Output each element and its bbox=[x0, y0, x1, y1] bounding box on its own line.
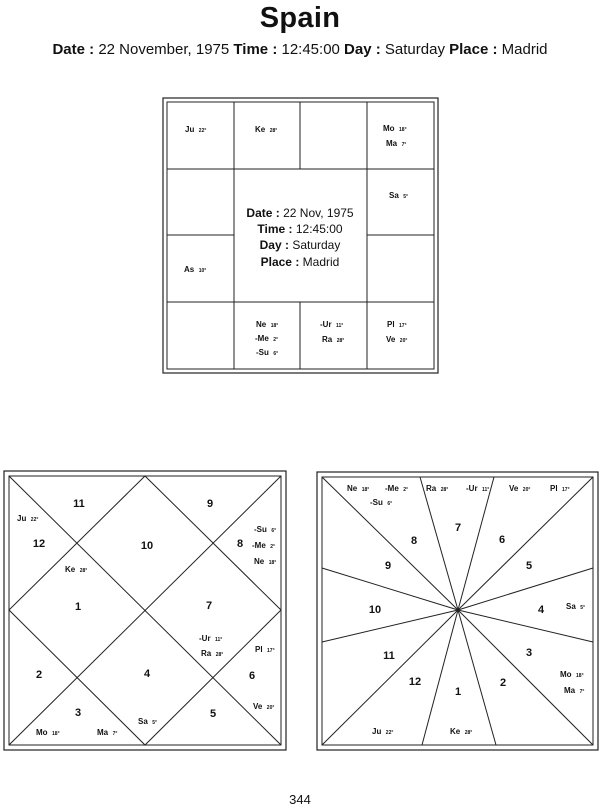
place-label: Place : bbox=[449, 41, 498, 58]
radial-house-10: 10 bbox=[368, 604, 382, 616]
south-planet-ne: Ne 18° bbox=[256, 320, 279, 329]
south-planet-sa: Sa 5° bbox=[389, 191, 409, 200]
radial-house-8: 8 bbox=[410, 535, 418, 547]
radial-planet-mo: Mo 18° bbox=[560, 670, 584, 679]
day-value: Saturday bbox=[384, 41, 445, 58]
svg-text:Time : 12:45:00: Time : 12:45:00 bbox=[257, 222, 343, 236]
radial-planet-ra: Ra 28° bbox=[426, 484, 449, 493]
radial-house-4: 4 bbox=[537, 604, 545, 616]
page-title: Spain bbox=[259, 2, 341, 34]
north-house-5: 5 bbox=[209, 708, 217, 720]
radial-planet-ne: Ne 18° bbox=[347, 484, 370, 493]
radial-house-2: 2 bbox=[499, 677, 507, 689]
place-value: Madrid bbox=[501, 41, 548, 58]
north-house-11: 11 bbox=[73, 498, 85, 510]
north-planet-ra: Ra 28° bbox=[201, 649, 224, 658]
radial-planet-ur: -Ur 11° bbox=[466, 484, 490, 493]
north-planet-mo: Mo 18° bbox=[36, 728, 60, 737]
north-house-10: 10 bbox=[140, 540, 154, 552]
time-label: Time : bbox=[233, 41, 278, 58]
south-planet-me: -Me 2° bbox=[255, 334, 279, 343]
time-value: 12:45:00 bbox=[281, 41, 340, 58]
north-house-1: 1 bbox=[74, 601, 82, 613]
south-planet-ke: Ke 28° bbox=[255, 125, 278, 134]
radial-planet-me: -Me 2° bbox=[385, 484, 409, 493]
south-planet-pl: Pl 17° bbox=[387, 320, 407, 329]
date-label: Date : bbox=[52, 41, 95, 58]
south-planet-ma: Ma 7° bbox=[386, 139, 407, 148]
south-planet-ju: Ju 22° bbox=[185, 125, 207, 134]
north-planet-ur: -Ur 11° bbox=[199, 634, 223, 643]
radial-house-11: 11 bbox=[383, 650, 395, 662]
north-planet-ne: Ne 18° bbox=[254, 557, 277, 566]
north-planet-ma: Ma 7° bbox=[97, 728, 118, 737]
north-house-3: 3 bbox=[74, 707, 82, 719]
radial-house-3: 3 bbox=[525, 647, 533, 659]
radial-house-6: 6 bbox=[498, 534, 506, 546]
svg-text:Date : 22 Nov, 1975: Date : 22 Nov, 1975 bbox=[246, 206, 354, 220]
north-house-4: 4 bbox=[143, 668, 151, 680]
north-house-12: 12 bbox=[32, 538, 46, 550]
north-planet-su: -Su 6° bbox=[254, 525, 277, 534]
radial-house-12: 12 bbox=[408, 676, 422, 688]
south-planet-ra: Ra 28° bbox=[322, 335, 345, 344]
north-planet-sa: Sa 5° bbox=[138, 717, 158, 726]
radial-house-1: 1 bbox=[454, 686, 462, 698]
north-house-2: 2 bbox=[35, 669, 43, 681]
radial-planet-ma: Ma 7° bbox=[564, 686, 585, 695]
radial-planet-ve: Ve 20° bbox=[509, 484, 531, 493]
svg-text:Day : Saturday: Day : Saturday bbox=[259, 238, 341, 252]
radial-house-9: 9 bbox=[384, 560, 392, 572]
radial-planet-ke: Ke 28° bbox=[450, 727, 473, 736]
radial-planet-su: -Su 6° bbox=[370, 498, 393, 507]
day-label: Day : bbox=[344, 41, 381, 58]
north-planet-me: -Me 2° bbox=[252, 541, 276, 550]
radial-planet-sa: Sa 5° bbox=[566, 602, 586, 611]
date-value: 22 November, 1975 bbox=[98, 41, 230, 58]
south-planet-as: As 10° bbox=[184, 265, 207, 274]
north-house-7: 7 bbox=[205, 600, 213, 612]
radial-house-7: 7 bbox=[454, 522, 462, 534]
page-number: 344 bbox=[289, 792, 311, 807]
svg-text:Place : Madrid: Place : Madrid bbox=[260, 255, 340, 269]
south-planet-ve: Ve 20° bbox=[386, 335, 408, 344]
radial-planet-ju: Ju 22° bbox=[372, 727, 394, 736]
south-planet-ur: -Ur 11° bbox=[320, 320, 344, 329]
north-planet-ju: Ju 22° bbox=[17, 514, 39, 523]
north-planet-ke: Ke 28° bbox=[65, 565, 88, 574]
north-house-8: 8 bbox=[236, 538, 244, 550]
radial-planet-pl: Pl 17° bbox=[550, 484, 570, 493]
north-house-6: 6 bbox=[248, 670, 256, 682]
north-house-9: 9 bbox=[206, 498, 214, 510]
radial-house-5: 5 bbox=[525, 560, 533, 572]
south-planet-mo: Mo 18° bbox=[383, 124, 407, 133]
south-planet-su: -Su 6° bbox=[256, 348, 279, 357]
north-planet-ve: Ve 20° bbox=[253, 702, 275, 711]
north-planet-pl: Pl 17° bbox=[255, 645, 275, 654]
